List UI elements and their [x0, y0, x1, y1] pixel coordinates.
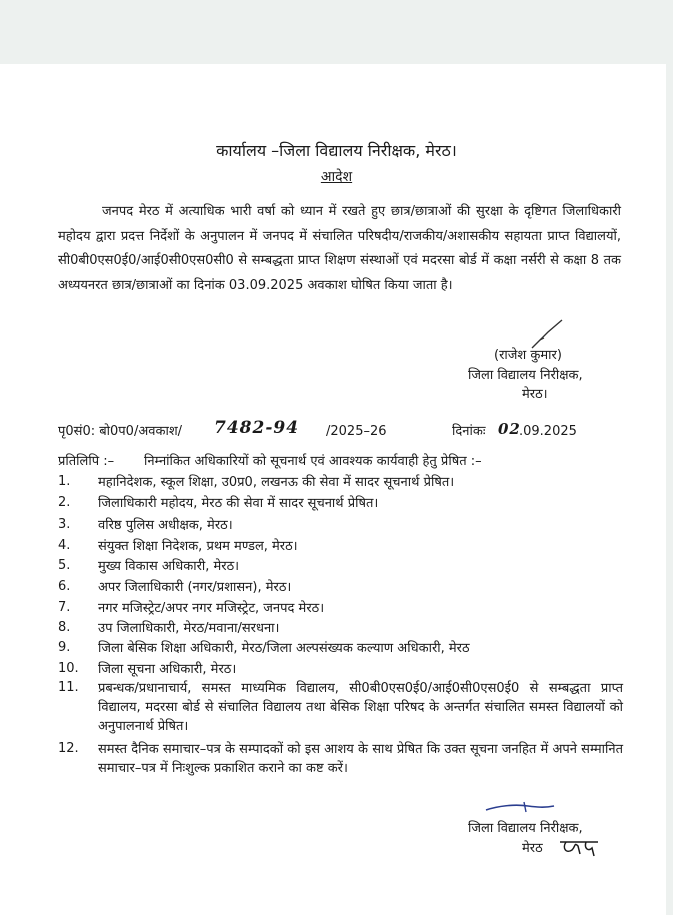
list-item: वरिष्ठ पुलिस अधीक्षक, मेरठ। [98, 518, 233, 533]
signature-2 [484, 798, 556, 818]
list-item-number: 8. [58, 620, 71, 635]
list-item-number: 5. [58, 558, 71, 573]
signer-place: मेरठ। [522, 387, 548, 402]
signature-1 [528, 318, 568, 350]
order-heading: आदेश [320, 169, 353, 185]
office-title: कार्यालय –जिला विद्यालय निरीक्षक, मेरठ। [216, 141, 457, 160]
list-item: प्रबन्धक/प्रधानाचार्य, समस्त माध्यमिक विद्यालय, सी0बी0एस0ई0/आई0सी0एस0ई0 से सम्बद्धता प्राप्त विद्यालय, मदरसा बोर्ड से संचालित विद्यालय तथा बेसिक शिक्षा परिषद के अन्तर्गत संचालित समस्त विद्यालयों को अनुपालनार्थ प्रेषित। [98, 681, 623, 734]
signer-name: (राजेश कुमार) [494, 348, 562, 363]
copy-label: प्रतिलिपि :– [58, 454, 115, 469]
reference-prefix: पृ0सं0: बो0प0/अवकाश/ [58, 424, 183, 439]
list-item: जिला बेसिक शिक्षा अधिकारी, मेरठ/जिला अल्पसंख्यक कल्याण अधिकारी, मेरठ [98, 641, 470, 656]
signer2-designation: जिला विद्यालय निरीक्षक, [468, 821, 583, 836]
list-item-number: 6. [58, 579, 71, 594]
list-item: अपर जिलाधिकारी (नगर/प्रशासन), मेरठ। [98, 580, 292, 595]
reference-number: 7482-94 [214, 418, 300, 438]
signer2-place: मेरठ [522, 841, 543, 856]
list-item-number: 11. [58, 680, 79, 695]
list-item-number: 4. [58, 538, 71, 553]
signature-3 [558, 836, 602, 858]
list-item-number: 2. [58, 495, 71, 510]
list-item-number: 10. [58, 661, 79, 676]
order-body: जनपद मेरठ में अत्याधिक भारी वर्षा को ध्यान में रखते हुए छात्र/छात्राओं की सुरक्षा के दृष्टिगत जिलाधिकारी महोदय द्वारा प्रदत्त निर्देशों के अनुपालन में जनपद में संचालित परिषदीय/राजकीय/अशासकीय सहायता प्राप्त विद्यालयों, सी0बी0एस0ई0/आई0सी0एस0सी0 से सम्बद्धता प्राप्त शिक्षण संस्थाओं एवं मदरसा बोर्ड में कक्षा नर्सरी से कक्षा 8 तक अध्ययनरत छात्र/छात्राओं का दिनांक 03.09.2025 अवकाश घोषित किया जाता है। [58, 204, 621, 293]
list-item-number: 9. [58, 640, 71, 655]
signer-designation: जिला विद्यालय निरीक्षक, [468, 368, 583, 383]
list-item: समस्त दैनिक समाचार–पत्र के सम्पादकों को इस आशय के साथ प्रेषित कि उक्त सूचना जनहित में अपने सम्मानित समाचार–पत्र में निःशुल्क प्रकाशित कराने का कष्ट करें। [98, 742, 623, 776]
reference-year: /2025–26 [326, 424, 387, 439]
date-rest: .09.2025 [519, 424, 577, 439]
list-item-number: 7. [58, 600, 71, 615]
list-item: मुख्य विकास अधिकारी, मेरठ। [98, 559, 240, 574]
list-item-number: 12. [58, 741, 79, 756]
date-day: 02 [498, 420, 521, 438]
list-item-number: 1. [58, 474, 71, 489]
list-item: संयुक्त शिक्षा निदेशक, प्रथम मण्डल, मेरठ। [98, 539, 298, 554]
list-item: नगर मजिस्ट्रेट/अपर नगर मजिस्ट्रेट, जनपद मेरठ। [98, 601, 325, 616]
list-item: जिलाधिकारी महोदय, मेरठ की सेवा में सादर सूचनार्थ प्रेषित। [98, 496, 379, 511]
date-label: दिनांकः [452, 424, 486, 439]
list-item-number: 3. [58, 517, 71, 532]
list-item: जिला सूचना अधिकारी, मेरठ। [98, 662, 237, 677]
copy-text: निम्नांकित अधिकारियों को सूचनार्थ एवं आवश्यक कार्यवाही हेतु प्रेषित :– [144, 454, 482, 469]
list-item: उप जिलाधिकारी, मेरठ/मवाना/सरधना। [98, 621, 280, 636]
list-item: महानिदेशक, स्कूल शिक्षा, उ0प्र0, लखनऊ की सेवा में सादर सूचनार्थ प्रेषित। [98, 475, 455, 490]
